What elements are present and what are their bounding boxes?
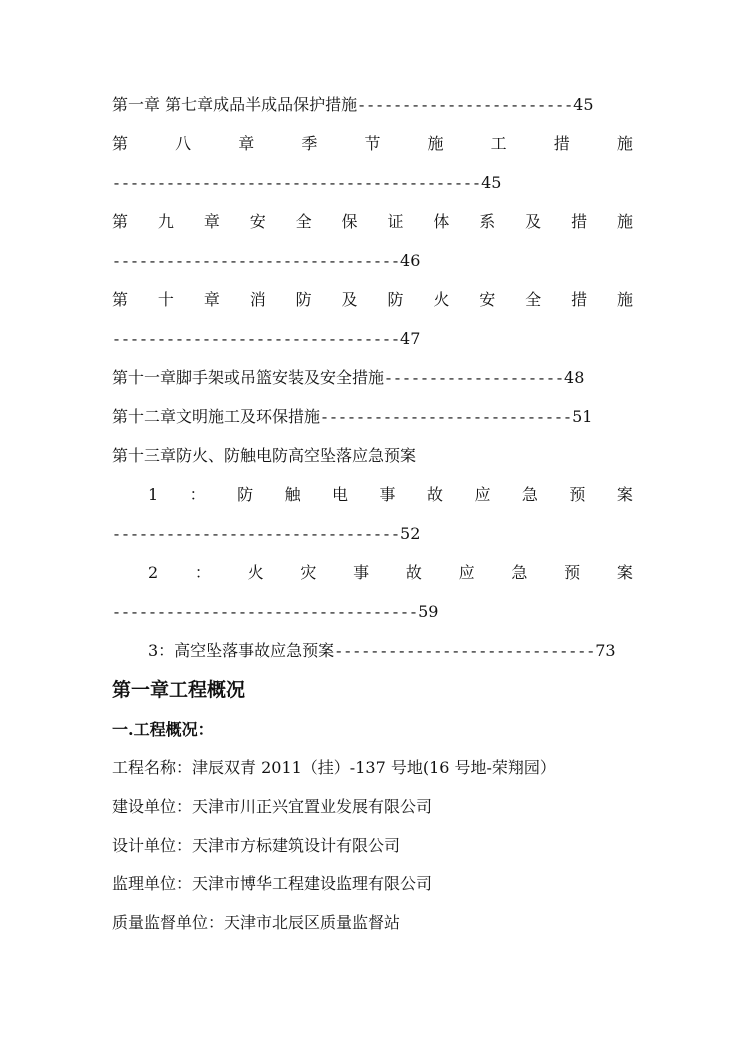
toc-entry-plan2-title[interactable] [148,563,633,583]
toc-leader: -------------------------------- [112,254,401,271]
toc-entry-plan2-leader [112,602,438,622]
toc-title-char: 急 [521,485,538,504]
toc-entry-ch8-leader [112,173,501,193]
toc-entry-ch10-title[interactable] [112,290,633,310]
toc-leader: ------------------------ [357,98,574,115]
toc-title-char: 第 [112,134,129,153]
toc-title-char: 全 [295,212,312,231]
toc-page: 46 [400,251,421,270]
toc-title-char: 九 [157,212,174,231]
toc-title-char: 及 [525,212,542,231]
toc-title-char: 灾 [300,563,317,582]
toc-title-char: 安 [479,290,496,309]
toc-title-char: 系 [479,212,496,231]
toc-title-char: 案 [616,563,633,582]
toc-title-char: 体 [433,212,450,231]
toc-title-char: 全 [525,290,542,309]
toc-entry-ch9-leader [112,251,420,271]
toc-entry-ch8-title[interactable] [112,134,633,154]
toc-page: 48 [564,368,585,387]
toc-leader: ----------------------------------------- [112,176,482,193]
toc-title-char: ： [194,563,211,582]
toc-entry-ch13[interactable] [112,446,416,466]
toc-entry-plan1-leader [112,524,420,544]
supervision-unit: 监理单位：天津市博华工程建设监理有限公司 [112,874,433,893]
toc-leader: ---------------------------------- [112,605,419,622]
toc-title-char: 章 [203,290,220,309]
toc-title-char: 预 [564,563,581,582]
toc-title-char: 防 [295,290,312,309]
toc-title-char: 措 [553,134,570,153]
toc-title-char: 季 [301,134,318,153]
toc-title-char: 事 [379,485,396,504]
toc-title-char: 电 [332,485,349,504]
toc-title: 第一章 第七章成品半成品保护措施 [112,95,358,114]
toc-leader: ---------------------------- [320,410,573,427]
toc-leader: -------------------------------- [112,527,401,544]
toc-title-char: 事 [353,563,370,582]
toc-entry-ch9-title[interactable] [112,212,633,232]
toc-entry-plan1-title[interactable] [148,485,633,505]
toc-title-char: 消 [249,290,266,309]
toc-title-char: 第 [112,212,129,231]
toc-entry-ch10-leader [112,329,420,349]
toc-title-char: 措 [571,290,588,309]
project-name: 工程名称：津辰双青 2011（挂）-137 号地(16 号地-荣翔园） [112,758,556,777]
toc-title-char: 及 [341,290,358,309]
toc-leader: -------------------- [384,371,565,388]
toc-title-char: 1 [148,485,159,504]
toc-title-char: 施 [616,290,633,309]
toc-page: 47 [400,329,421,348]
toc-title-char: 故 [405,563,422,582]
toc-title-char: 防 [237,485,254,504]
toc-title-char: 火 [247,563,264,582]
toc-title-char: 节 [364,134,381,153]
toc-leader: ----------------------------- [334,644,596,661]
toc-title-char: 措 [571,212,588,231]
toc-entry-plan3[interactable] [148,641,616,661]
toc-page: 45 [573,95,594,114]
toc-title-char: 案 [616,485,633,504]
toc-title-char: 2 [148,563,159,582]
toc-page: 51 [572,407,593,426]
toc-title-char: 应 [458,563,475,582]
toc-title-char: 第 [112,290,129,309]
toc-title-char: 触 [284,485,301,504]
toc-title-char: 安 [249,212,266,231]
toc-entry-ch12[interactable] [112,407,592,427]
toc-leader: -------------------------------- [112,332,401,349]
toc-page: 59 [418,602,439,621]
quality-supervision-unit: 质量监督单位：天津市北辰区质量监督站 [112,913,401,932]
section-heading: 一.工程概况： [112,720,214,739]
toc-entry-ch7[interactable] [112,95,594,115]
construction-unit: 建设单位：天津市川正兴宜置业发展有限公司 [112,797,433,816]
toc-title-char: 章 [238,134,255,153]
toc-page: 45 [481,173,502,192]
toc-title: 第十三章防火、防触电防高空坠落应急预案 [112,446,417,465]
toc-title-char: 施 [616,134,633,153]
toc-title-char: 预 [569,485,586,504]
toc-title-char: 保 [341,212,358,231]
design-unit: 设计单位：天津市方标建筑设计有限公司 [112,836,401,855]
toc-title-char: 应 [474,485,491,504]
toc-title-char: 施 [427,134,444,153]
toc-title-char: 工 [490,134,507,153]
toc-title-char: 故 [426,485,443,504]
toc-title-char: 十 [157,290,174,309]
chapter-heading: 第一章工程概况 [112,679,246,701]
toc-title: 第十一章脚手架或吊篮安装及安全措施 [112,368,385,387]
toc-title: 3：高空坠落事故应急预案 [148,641,335,660]
toc-title-char: 八 [175,134,192,153]
toc-entry-ch11[interactable] [112,368,584,388]
toc-page: 73 [595,641,616,660]
toc-title-char: 章 [203,212,220,231]
toc-page: 52 [400,524,421,543]
toc-title-char: 急 [511,563,528,582]
toc-title-char: 证 [387,212,404,231]
toc-title-char: ： [189,485,206,504]
toc-title: 第十二章文明施工及环保措施 [112,407,321,426]
toc-title-char: 施 [616,212,633,231]
toc-title-char: 防 [387,290,404,309]
toc-title-char: 火 [433,290,450,309]
